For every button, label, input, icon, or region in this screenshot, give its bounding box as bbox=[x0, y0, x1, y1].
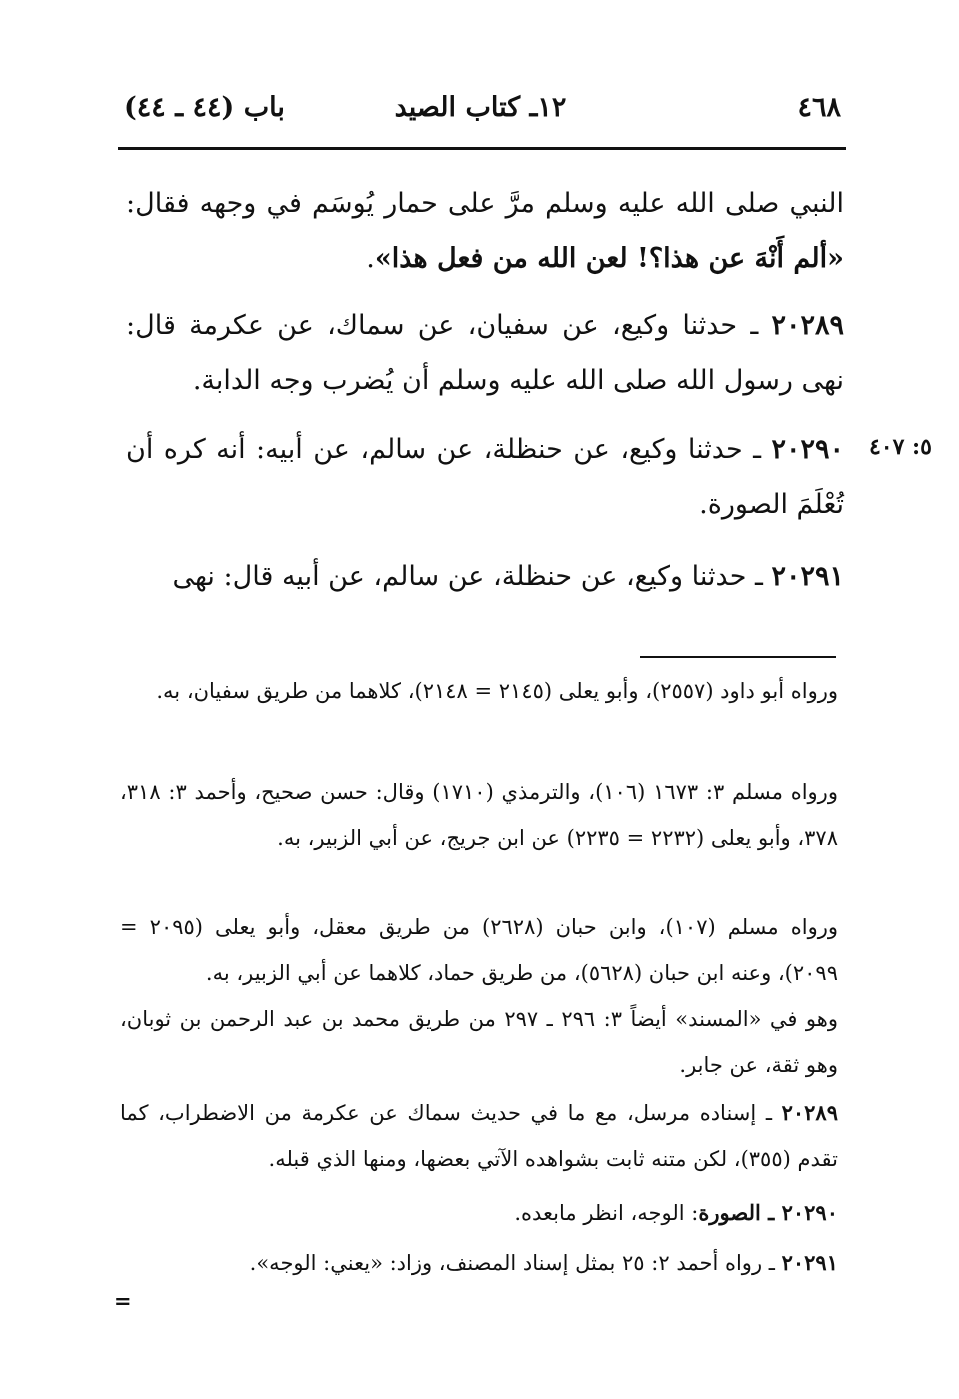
hadith-20291 bbox=[126, 549, 844, 604]
note-text: : الوجه، انظر مابعده. bbox=[514, 1201, 699, 1225]
chapter-label: باب (٤٤ ـ ٤٤) bbox=[124, 92, 285, 123]
hadith-number: ٢٠٢٨٩ bbox=[771, 310, 844, 341]
hadith-number: ٢٠٢٩٠ bbox=[771, 434, 844, 465]
hadith-text: ـ حدثنا وكيع، عن حنظلة، عن سالم، عن أبيه قال: نهى bbox=[172, 561, 772, 592]
footnote-2 bbox=[120, 769, 838, 861]
note-20291 bbox=[120, 1240, 838, 1286]
note-term: ـ الصورة bbox=[698, 1200, 782, 1225]
hadith-20290 bbox=[126, 422, 844, 532]
note-20290 bbox=[120, 1190, 838, 1236]
hadith-text: ـ حدثنا وكيع، عن حنظلة، عن سالم، عن أبيه: أنه كره أن تُعْلَمَ الصورة. bbox=[126, 434, 844, 520]
note-number: ٢٠٢٩٠ bbox=[781, 1200, 838, 1225]
running-header bbox=[118, 92, 843, 138]
hadith-tail: . bbox=[366, 243, 375, 274]
footnote-text: ورواه مسلم ٣: ١٦٧٣ (١٠٦)، والترمذي (١٧١٠) وقال: حسن صحيح، وأحمد ٣: ٣١٨، ٣٧٨، وأبو يعلى (٢٢٣٢ = ٢٢٣٥) عن ابن جريج، عن أبي الزبير، به. bbox=[120, 780, 838, 850]
footnote-3 bbox=[120, 904, 838, 996]
book-title: ١٢ـ كتاب الصيد bbox=[394, 92, 567, 123]
footnote-4 bbox=[120, 996, 838, 1088]
hadith-20289 bbox=[126, 298, 844, 408]
note-20289 bbox=[120, 1090, 838, 1182]
hadith-number: ٢٠٢٩١ bbox=[771, 561, 844, 592]
hadith-text: ـ حدثنا وكيع، عن سفيان، عن سماك، عن عكرمة قال: نهى رسول الله صلى الله عليه وسلم أن يُضرب وجه الدابة. bbox=[126, 310, 844, 396]
note-number: ٢٠٢٩١ bbox=[781, 1250, 838, 1275]
footnote-text: ورواه أبو داود (٢٥٥٧)، وأبو يعلى (٢١٤٥ = ٢١٤٨)، كلاهما من طريق سفيان، به. bbox=[156, 679, 838, 703]
hadith-quote: «ألم أَنْهَ عن هذا؟! لعن الله من فعل هذا» bbox=[374, 243, 844, 274]
footnote-separator bbox=[640, 656, 836, 658]
header-rule bbox=[118, 147, 846, 150]
margin-reference: ٥: ٤٠٧ bbox=[868, 434, 932, 460]
page-number: ٤٦٨ bbox=[797, 92, 841, 123]
note-number: ٢٠٢٨٩ bbox=[781, 1100, 838, 1125]
footnote-text: وهو في «المسند» أيضاً ٣: ٢٩٦ ـ ٢٩٧ من طريق محمد بن عبد الرحمن بن ثوبان، وهو ثقة، عن جابر. bbox=[120, 1007, 838, 1077]
note-text: ـ إسناده مرسل، مع ما في حديث سماك عن عكرمة من الاضطراب، كما تقدم (٣٥٥)، لكن متنه ثابت بشواهده الآتي بعضها، ومنها الذي قبله. bbox=[120, 1101, 838, 1171]
end-mark: = bbox=[114, 1288, 132, 1313]
footnote-1 bbox=[120, 668, 838, 714]
footnote-text: ورواه مسلم (١٠٧)، وابن حبان (٢٦٢٨) من طريق معقل، وأبو يعلى (٢٠٩٥ = ٢٠٩٩)، وعنه ابن حبان (٥٦٢٨)، من طريق حماد، كلاهما عن أبي الزبير، به. bbox=[120, 915, 838, 985]
hadith-text: النبي صلى الله عليه وسلم مرَّ على حمار يُوسَم في وجهه فقال: bbox=[126, 188, 844, 219]
main-paragraph-1 bbox=[126, 176, 844, 286]
note-text: ـ رواه أحمد ٢: ٢٥ بمثل إسناد المصنف، وزاد: «يعني: الوجه». bbox=[249, 1251, 782, 1275]
